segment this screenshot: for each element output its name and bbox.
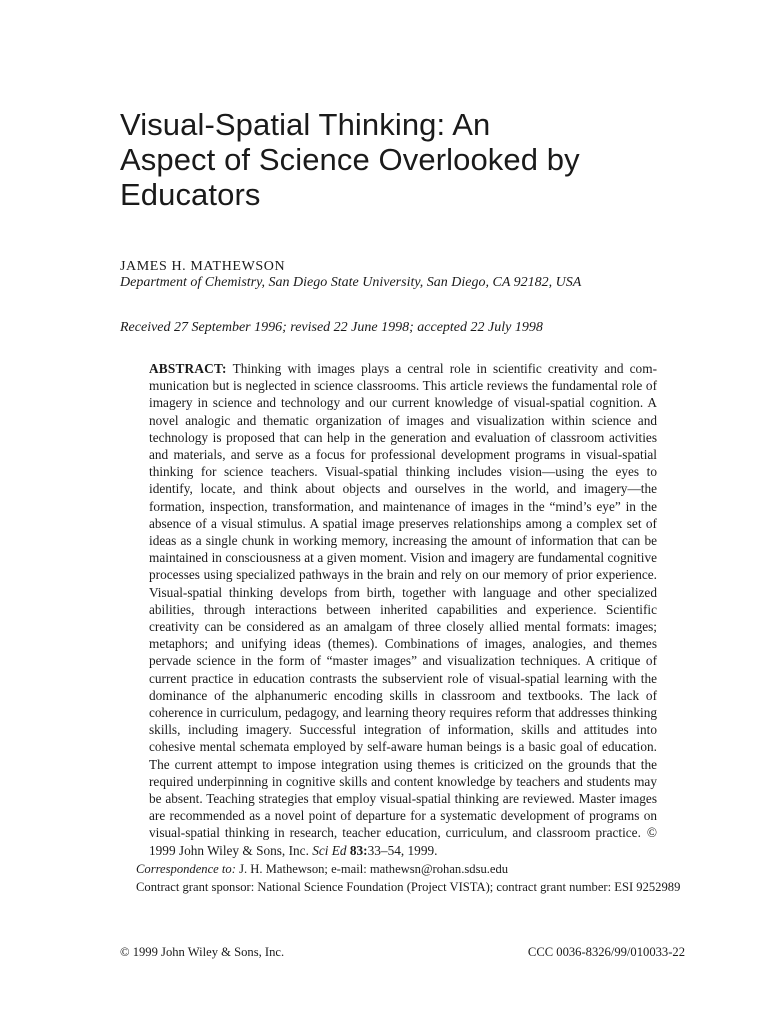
correspondence-label: Correspondence to: bbox=[136, 862, 236, 876]
footer-ccc-code: CCC 0036-8326/99/010033-22 bbox=[527, 945, 685, 959]
journal-name: Sci Ed bbox=[312, 842, 347, 858]
abstract-text: Thinking with images plays a central role in scientific creativity and communication but is neglected in science classrooms. This article reviews the fundamental role of imagery in science and technology and our current knowledge of visual-spatial cognition. A novel analogic and thematic organization of images and visualization within science and technology is proposed that can help in the generation and evaluation of classroom activities and materials, and serve as a focus for professional development programs in visual-spatial thinking for science teachers. Visual-spatial thinking includes vision—using the eyes to identify, locate, and think about objects and ourselves in the world, and imagery—the formation, inspection, transformation, and maintenance of images in the “mind’s eye” in the absence of a visual stimulus. A spatial image preserves relationships among a complex set of ideas as a single chunk in working memory, increasing the amount of information that can be maintained in consciousness at a given moment. Vision and imagery are fundamental cognitive processes using specialized pathways in the brain and rely on our memory of prior experience. Visual-spatial thinking develops from birth, together with language and other specialized abilities, through interactions between inherited capabilities and experience. Scientific creativity can be considered as an amalgam of three closely allied mental formats: images; metaphors; and unifying ideas (themes). Combinations of images, analogies, and themes pervade science in the form of “master images” and visualization techniques. A critique of current practice in education contrasts the subservient role of visual-spatial learning with the dominance of the alphanumeric encoding skills in classroom and textbooks. The lack of coherence in curriculum, pedagogy, and learning theory requires reform that addresses thinking skills, including imagery. Successful integration of information, skills and attitudes into cohesive mental schemata employed by self-aware human beings is a basic goal of education. The current attempt to impose integration using themes is criticized on the grounds that the required underpinning in cognitive skills and content knowledge by teachers and students may be absent. Teaching strategies that employ visual-spatial thinking are reviewed. Master images are recommended as a novel point of departure for a systematic development of programs on visual-spatial thinking in research, teacher education, curriculum, and classroom practice. bbox=[149, 361, 657, 841]
correspondence-text: J. H. Mathewson; e-mail: mathewsn@rohan.sdsu.edu bbox=[235, 862, 509, 876]
grant-note: Contract grant sponsor: National Science Foundation (Project VISTA); contract grant number: ESI 9252989 bbox=[136, 880, 681, 894]
footer-copyright: © 1999 John Wiley & Sons, Inc. bbox=[120, 945, 285, 959]
received-dates: Received 27 September 1996; revised 22 June 1998; accepted 22 July 1998 bbox=[120, 320, 543, 335]
article-title bbox=[120, 107, 710, 212]
title-line-1: Visual-Spatial Thinking: An bbox=[120, 107, 491, 142]
author-name: JAMES H. MATHEWSON bbox=[120, 259, 286, 274]
title-line-3: Educators bbox=[120, 177, 261, 212]
author-affiliation: Department of Chemistry, San Diego State University, San Diego, CA 92182, USA bbox=[120, 275, 582, 290]
abstract bbox=[149, 360, 657, 859]
correspondence-note bbox=[136, 862, 508, 877]
abstract-label: ABSTRACT: bbox=[149, 361, 227, 376]
title-line-2: Aspect of Science Overlooked by bbox=[120, 142, 580, 177]
abstract-copyright: © 1999 John Wiley & Sons, Inc. bbox=[149, 825, 657, 858]
journal-pages: 33–54, 1999. bbox=[367, 842, 438, 858]
journal-volume: 83: bbox=[346, 842, 368, 858]
